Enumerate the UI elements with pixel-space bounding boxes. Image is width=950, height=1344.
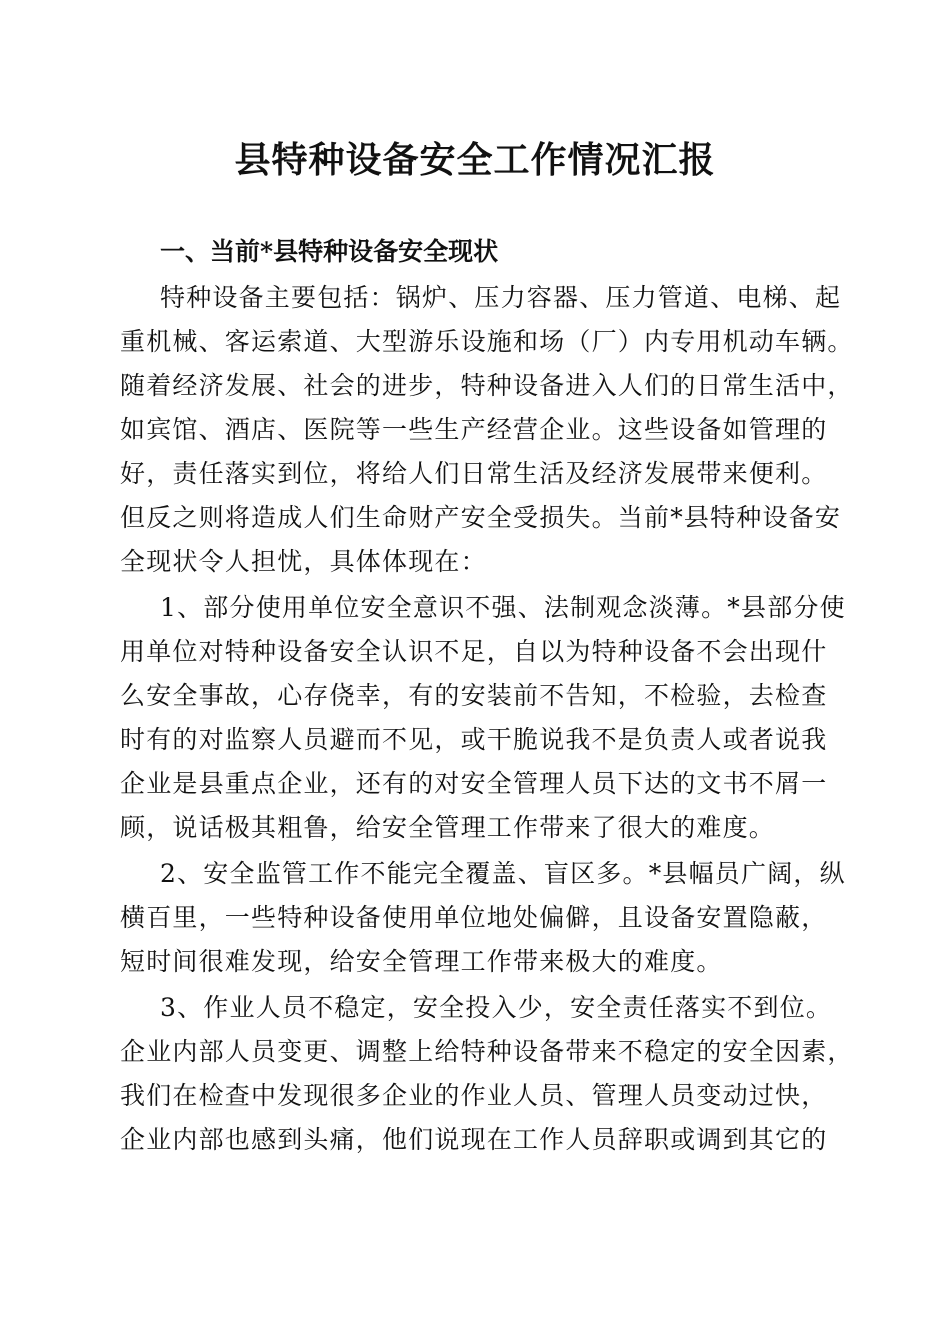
- body-line: 横百里，一些特种设备使用单位地处偏僻，且设备安置隐蔽，: [120, 903, 828, 932]
- body-line: 随着经济发展、社会的进步，特种设备进入人们的日常生活中，: [120, 371, 854, 400]
- body-line: 企业内部人员变更、调整上给特种设备带来不稳定的安全因素，: [120, 1037, 854, 1066]
- body-line: 么安全事故，心存侥幸，有的安装前不告知，不检验，去检查: [120, 681, 828, 710]
- body-line: 3、作业人员不稳定，安全投入少，安全责任落实不到位。: [160, 993, 833, 1022]
- document-title: 县特种设备安全工作情况汇报: [234, 139, 716, 181]
- body-line: 但反之则将造成人们生命财产安全受损失。当前*县特种设备安: [120, 503, 842, 532]
- section-heading: 一、当前*县特种设备安全现状: [160, 237, 499, 266]
- body-line: 2、安全监管工作不能完全覆盖、盲区多。*县幅员广阔，纵: [160, 859, 846, 888]
- body-line: 用单位对特种设备安全认识不足，自以为特种设备不会出现什: [120, 637, 828, 666]
- body-line: 如宾馆、酒店、医院等一些生产经营企业。这些设备如管理的: [120, 415, 828, 444]
- body-line: 我们在检查中发现很多企业的作业人员、管理人员变动过快，: [120, 1081, 828, 1110]
- body-line: 企业是县重点企业，还有的对安全管理人员下达的文书不屑一: [120, 769, 828, 798]
- body-line: 时有的对监察人员避而不见，或干脆说我不是负责人或者说我: [120, 725, 828, 754]
- body-line: 全现状令人担忧，具体体现在：: [120, 547, 487, 576]
- body-line: 1、部分使用单位安全意识不强、法制观念淡薄。*县部分使: [160, 593, 846, 622]
- body-line: 顾，说话极其粗鲁，给安全管理工作带来了很大的难度。: [120, 813, 776, 842]
- body-line: 短时间很难发现，给安全管理工作带来极大的难度。: [120, 947, 723, 976]
- body-line: 企业内部也感到头痛，他们说现在工作人员辞职或调到其它的: [120, 1125, 828, 1154]
- body-line: 特种设备主要包括：锅炉、压力容器、压力管道、电梯、起: [160, 283, 842, 312]
- body-line: 好，责任落实到位，将给人们日常生活及经济发展带来便利。: [120, 459, 828, 488]
- body-line: 重机械、客运索道、大型游乐设施和场（厂）内专用机动车辆。: [120, 327, 854, 356]
